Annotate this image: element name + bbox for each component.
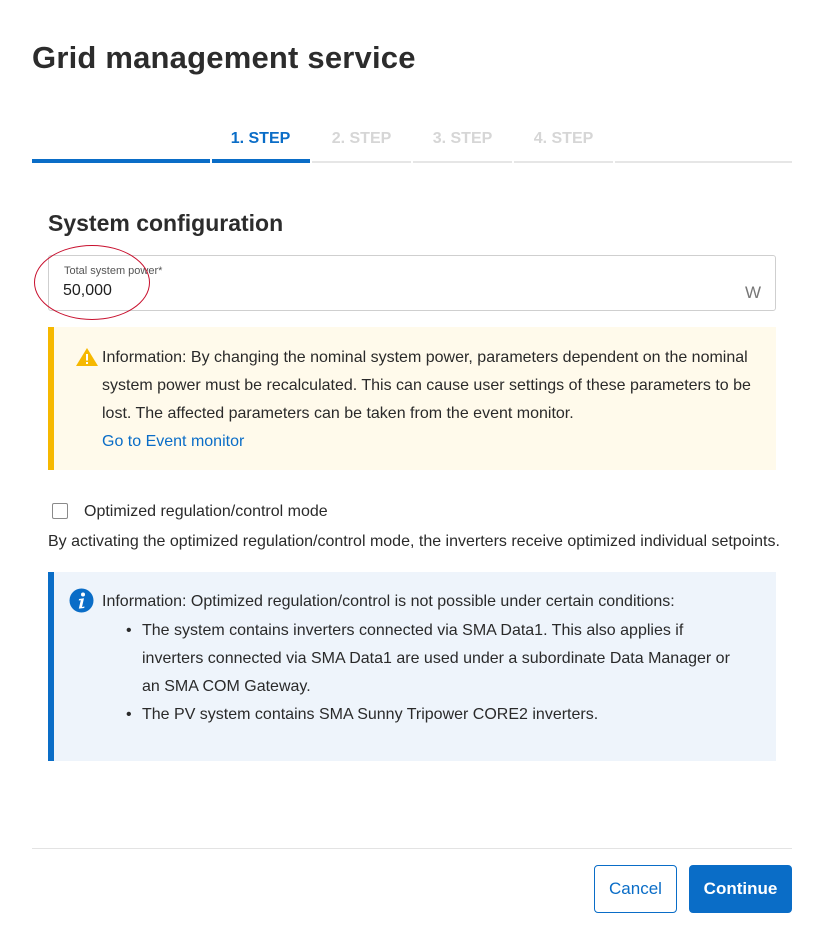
optimized-mode-label[interactable]: Optimized regulation/control mode [84,503,328,520]
continue-button[interactable]: Continue [689,865,792,913]
bullet-icon: • [126,622,132,639]
cancel-button[interactable]: Cancel [594,865,677,913]
list-item-text: The system contains inverters connected via SMA Data1. This also applies if inverters connected via SMA Data1 are used under a subordinate Data Manager or an SMA COM Gateway. [142,622,730,695]
total-system-power-input[interactable] [63,282,703,300]
list-item [102,701,742,729]
step-3[interactable]: 3. STEP [432,130,493,147]
optimized-mode-description: By activating the optimized regulation/control mode, the inverters receive optimized individual setpoints. [48,533,780,550]
stepper-divider [613,159,615,163]
power-unit: W [744,283,761,302]
warning-message [48,327,776,470]
footer-divider [32,848,792,849]
info-list [102,617,742,729]
warning-text: Information: By changing the nominal system power, parameters dependent on the nominal system power must be recalculated. This can cause user settings of these parameters to be lost. The affected parameters can be taken from the event monitor. [102,349,751,422]
bullet-icon: • [126,706,132,723]
stepper-divider [210,159,212,163]
event-monitor-link[interactable]: Go to Event monitor [102,433,245,450]
step-1[interactable]: 1. STEP [230,130,291,147]
dialog-title: Grid management service [32,40,416,75]
warning-icon [75,347,99,367]
stepper [32,122,792,163]
total-system-power-label: Total system power* [64,265,163,277]
stepper-divider [411,159,413,163]
step-2[interactable]: 2. STEP [331,130,392,147]
stepper-divider [512,159,514,163]
info-message [48,572,776,761]
annotation-ellipse [34,245,150,320]
section-title: System configuration [48,210,284,236]
list-item-text: The PV system contains SMA Sunny Tripower CORE2 inverters. [142,706,599,723]
info-icon [69,588,94,613]
list-item [102,617,742,701]
total-system-power-field[interactable] [48,255,776,311]
info-title: Information: Optimized regulation/control is not possible under certain conditions: [102,593,675,610]
optimized-mode-checkbox[interactable] [52,503,68,519]
stepper-divider [310,159,312,163]
stepper-progress [32,159,311,163]
step-4[interactable]: 4. STEP [533,130,594,147]
